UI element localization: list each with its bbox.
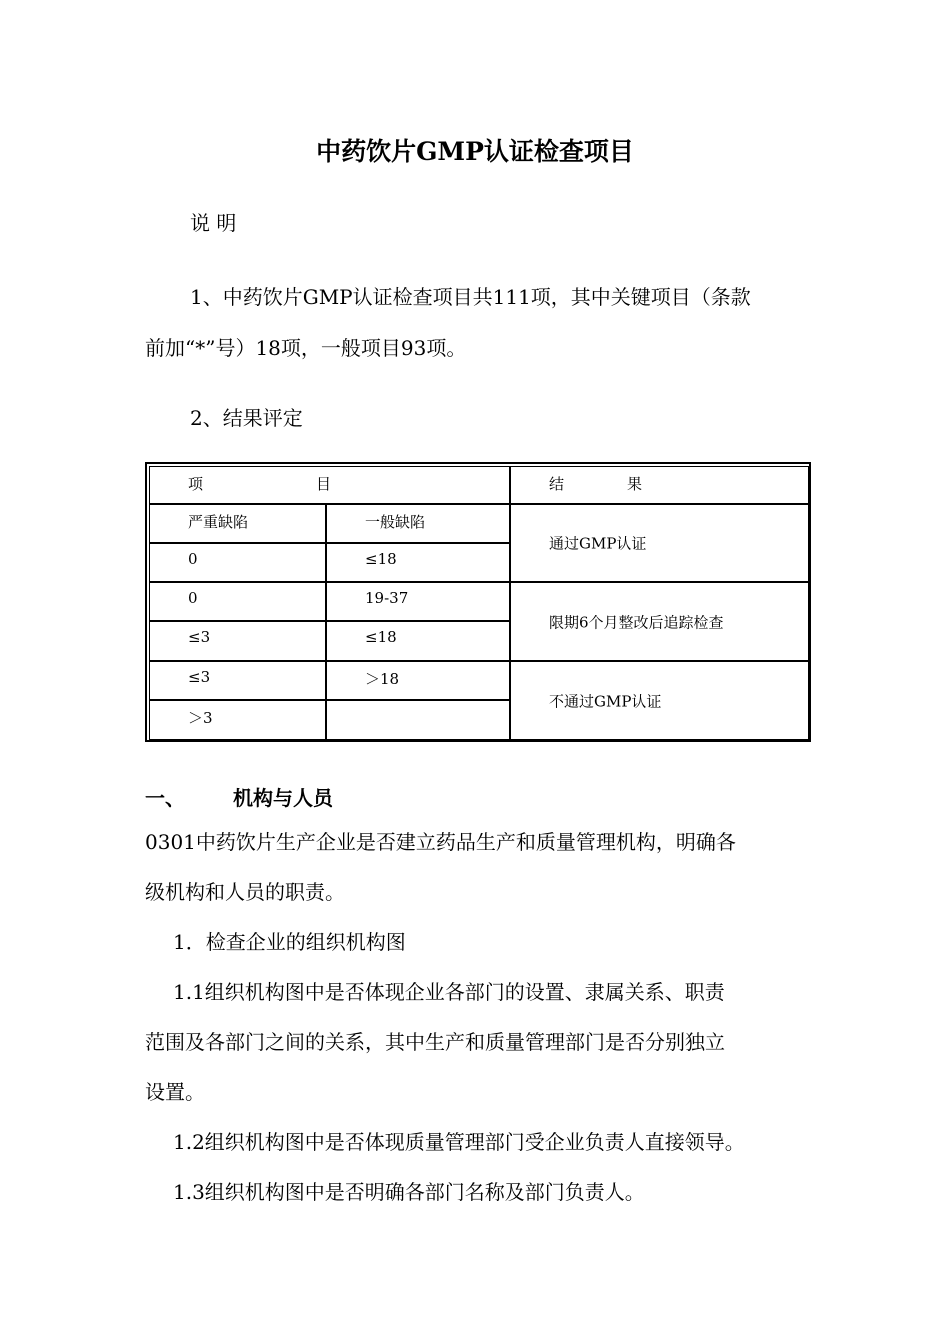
result-fail-cell bbox=[510, 661, 809, 740]
note-heading: 说 明 bbox=[190, 211, 237, 235]
section1-title: 机构与人员 bbox=[233, 786, 333, 810]
result-rectify: 限期6个月整改后追踪检查 bbox=[549, 613, 724, 631]
sub1-3: 1.3组织机构图中是否明确各部门名称及部门负责人。 bbox=[173, 1180, 645, 1204]
sub1-heading: 1．检查企业的组织机构图 bbox=[173, 930, 406, 954]
item1-line2: 前加“*”号）18项，一般项目93项。 bbox=[145, 336, 467, 360]
result-fail: 不通过GMP认证 bbox=[549, 692, 662, 710]
table-row bbox=[326, 621, 510, 661]
table-row bbox=[326, 582, 510, 621]
header-items-b: 目 bbox=[316, 475, 332, 493]
general-value: 19-37 bbox=[365, 589, 409, 607]
table-row bbox=[326, 700, 510, 740]
severe-value: ≤3 bbox=[188, 628, 211, 646]
sub1-1-line3: 设置。 bbox=[145, 1080, 205, 1104]
section1-number: 一、 bbox=[145, 786, 185, 810]
header-result-cell bbox=[510, 466, 809, 504]
document-title: 中药饮片GMP认证检查项目 bbox=[316, 137, 634, 166]
table-row bbox=[149, 582, 326, 621]
para-0301-line2: 级机构和人员的职责。 bbox=[145, 880, 345, 904]
col-severe: 严重缺陷 bbox=[188, 513, 249, 531]
header-items-cell bbox=[149, 466, 510, 504]
general-value: ≤18 bbox=[365, 550, 397, 568]
general-value: ＞18 bbox=[365, 670, 400, 688]
severe-value: 0 bbox=[188, 589, 198, 607]
table-row bbox=[149, 661, 326, 700]
header-result-a: 结 bbox=[549, 475, 565, 493]
para-0301-line1: 0301中药饮片生产企业是否建立药品生产和质量管理机构，明确各 bbox=[145, 830, 736, 854]
general-value: ≤18 bbox=[365, 628, 397, 646]
item2-heading: 2、结果评定 bbox=[190, 406, 303, 430]
item1-line1: 1、中药饮片GMP认证检查项目共111项，其中关键项目（条款 bbox=[190, 285, 751, 309]
col-general: 一般缺陷 bbox=[365, 513, 426, 531]
sub1-1-line2: 范围及各部门之间的关系，其中生产和质量管理部门是否分别独立 bbox=[145, 1030, 725, 1054]
sub1-1-line1: 1.1组织机构图中是否体现企业各部门的设置、隶属关系、职责 bbox=[173, 980, 725, 1004]
severe-value: ＞3 bbox=[188, 709, 213, 727]
table-row bbox=[326, 661, 510, 700]
header-items-a: 项 bbox=[188, 475, 204, 493]
severe-value: ≤3 bbox=[188, 668, 211, 686]
severe-value: 0 bbox=[188, 550, 198, 568]
table-row bbox=[149, 543, 326, 582]
table-row bbox=[326, 543, 510, 582]
header-result-b: 果 bbox=[627, 475, 643, 493]
result-rectify-cell bbox=[510, 582, 809, 661]
result-pass-cell bbox=[510, 504, 809, 582]
col-severe-cell bbox=[149, 504, 326, 543]
sub1-2: 1.2组织机构图中是否体现质量管理部门受企业负责人直接领导。 bbox=[173, 1130, 745, 1154]
result-pass: 通过GMP认证 bbox=[549, 534, 647, 553]
table-row bbox=[149, 700, 326, 740]
evaluation-table bbox=[145, 462, 811, 742]
col-general-cell bbox=[326, 504, 510, 543]
table-row bbox=[149, 621, 326, 661]
